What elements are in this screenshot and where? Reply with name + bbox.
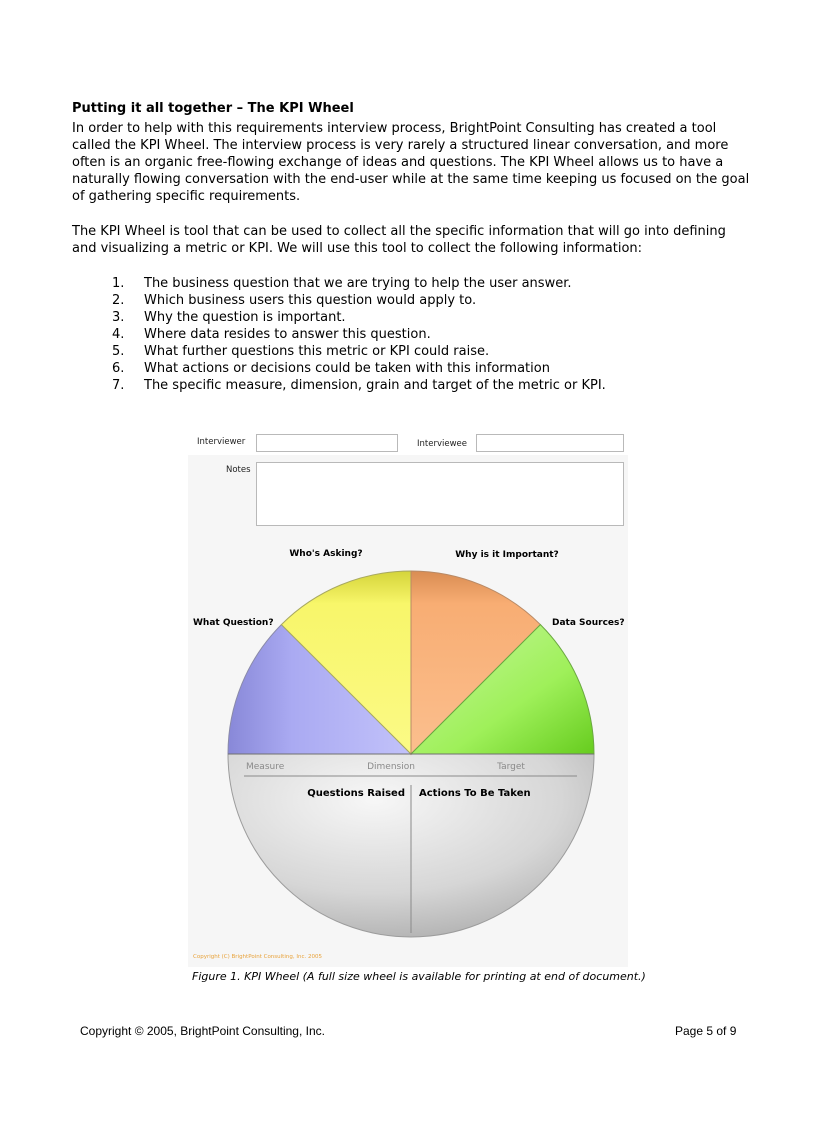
target-label: Target <box>497 762 525 772</box>
information-list <box>112 275 606 394</box>
why-important-label: Why is it Important? <box>455 550 559 560</box>
interviewer-label: Interviewer <box>197 437 246 447</box>
footer-copyright: Copyright © 2005, BrightPoint Consulting, Inc. <box>80 1024 325 1038</box>
intro-paragraph: In order to help with this requirements interview process, BrightPoint Consulting has created a tool called the KPI Wheel. The interview process is very rarely a structured linear conversation, and more often is an organic free-flowing exchange of ideas and questions. The KPI Wheel allows us to have a naturally flowing conversation with the end-user while at the same time keeping us focused on the goal of gathering specific requirements. <box>72 121 750 204</box>
dimension-label: Dimension <box>367 762 415 772</box>
list-item: 5. What further questions this metric or KPI could raise. <box>112 344 490 359</box>
list-item: 1. The business question that we are trying to help the user answer. <box>112 276 572 291</box>
kpi-wheel-paragraph: The KPI Wheel is tool that can be used to collect all the specific information that will go into defining and visualizing a metric or KPI. We will use this tool to collect the following information: <box>72 224 726 256</box>
list-item: 7. The specific measure, dimension, grain and target of the metric or KPI. <box>112 378 606 393</box>
notes-label: Notes <box>226 465 251 475</box>
figure-copyright: Copyright (C) BrightPoint Consulting, Inc. 2005 <box>193 954 322 960</box>
section-heading: Putting it all together – The KPI Wheel <box>72 101 354 116</box>
kpi-wheel-graphic <box>188 430 628 967</box>
data-sources-label: Data Sources? <box>552 618 625 628</box>
figure-caption: Figure 1. KPI Wheel (A full size wheel is available for printing at end of document.) <box>192 970 646 983</box>
whos-asking-label: Who's Asking? <box>289 549 363 559</box>
page-number: Page 5 of 9 <box>675 1024 737 1038</box>
actions-taken-label: Actions To Be Taken <box>419 788 531 799</box>
what-question-label: What Question? <box>193 618 274 628</box>
list-item: 6. What actions or decisions could be taken with this information <box>112 361 550 376</box>
list-item: 3. Why the question is important. <box>112 310 346 325</box>
list-item: 4. Where data resides to answer this question. <box>112 327 431 342</box>
measure-label: Measure <box>246 762 285 772</box>
interviewee-label: Interviewee <box>417 439 467 449</box>
questions-raised-label: Questions Raised <box>307 788 405 799</box>
list-item: 2. Which business users this question would apply to. <box>112 293 477 308</box>
kpi-wheel-figure <box>188 430 628 967</box>
